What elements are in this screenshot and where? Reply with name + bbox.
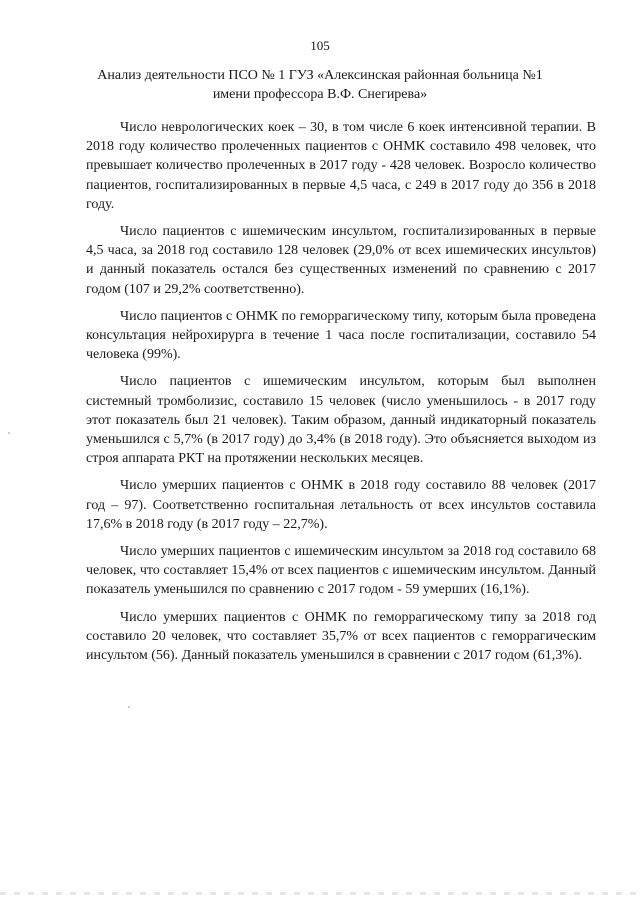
paragraph: Число умерших пациентов с ишемическим инсультом за 2018 год составило 68 человек, что составляет 15,4% от всех пациентов с ишемическим инсультом. Данный показатель уменьшился по сравнению с 2017 годом - 59 умерших (16,1%). [86, 544, 596, 598]
title-line-2: имени профессора В.Ф. Снегирева» [212, 87, 428, 102]
paragraph: Число пациентов с ОНМК по геморрагическому типу, которым была проведена консультация нейрохирурга в течение 1 часа после госпитализации, составило 54 человека (99%). [86, 308, 596, 363]
paragraph: Число пациентов с ишемическим инсультом, госпитализированных в первые 4,5 часа, за 2018 год составило 128 человек (29,0% от всех ишемических инсультов) и данный показатель остался без существенных изменений по сравнению с 2017 годом (107 и 29,2% соответственно). [86, 224, 596, 297]
scan-artifact-dot [8, 432, 10, 434]
title-line-1: Анализ деятельности ПСО № 1 ГУЗ «Алексинская районная больница №1 [97, 68, 543, 83]
paragraph: Число пациентов с ишемическим инсультом, которым был выполнен системный тромболизис, составило 15 человек (число уменьшилось - в 2017 году этот показатель был 21 человек). Таким образом, данный индикаторный показатель уменьшился с 5,7% (в 2017 году) до 3,4% (в 2018 году). Это объясняется выходом из строя аппарата РКТ на протяжении нескольких месяцев. [86, 374, 596, 467]
scan-artifact-dot [128, 706, 130, 708]
paragraph: Число умерших пациентов с ОНМК в 2018 году составило 88 человек (2017 год – 97). Соответственно госпитальная летальность от всех инсультов составила 17,6% в 2018 году (в 2017 году – 22,7%). [86, 478, 596, 532]
page-number: 105 [310, 38, 330, 53]
page-title [90, 66, 550, 104]
paragraph: Число умерших пациентов с ОНМК по геморрагическому типу за 2018 год составило 20 человек, что составляет 35,7% от всех пациентов с геморрагическим инсультом (56). Данный показатель уменьшился в сравнении с 2017 годом (61,3%). [86, 609, 596, 664]
paragraph: Число неврологических коек – 30, в том числе 6 коек интенсивной терапии. В 2018 году количество пролеченных пациентов с ОНМК составило 498 человек, что превышает количество пролеченных в 2017 году - 428 человек. Возросло количество пациентов, госпитализированных в первые 4,5 часа, с 249 в 2017 году до 356 в 2018 году. [86, 120, 596, 212]
scan-artifact-edge [0, 892, 640, 895]
body-text [86, 118, 596, 673]
